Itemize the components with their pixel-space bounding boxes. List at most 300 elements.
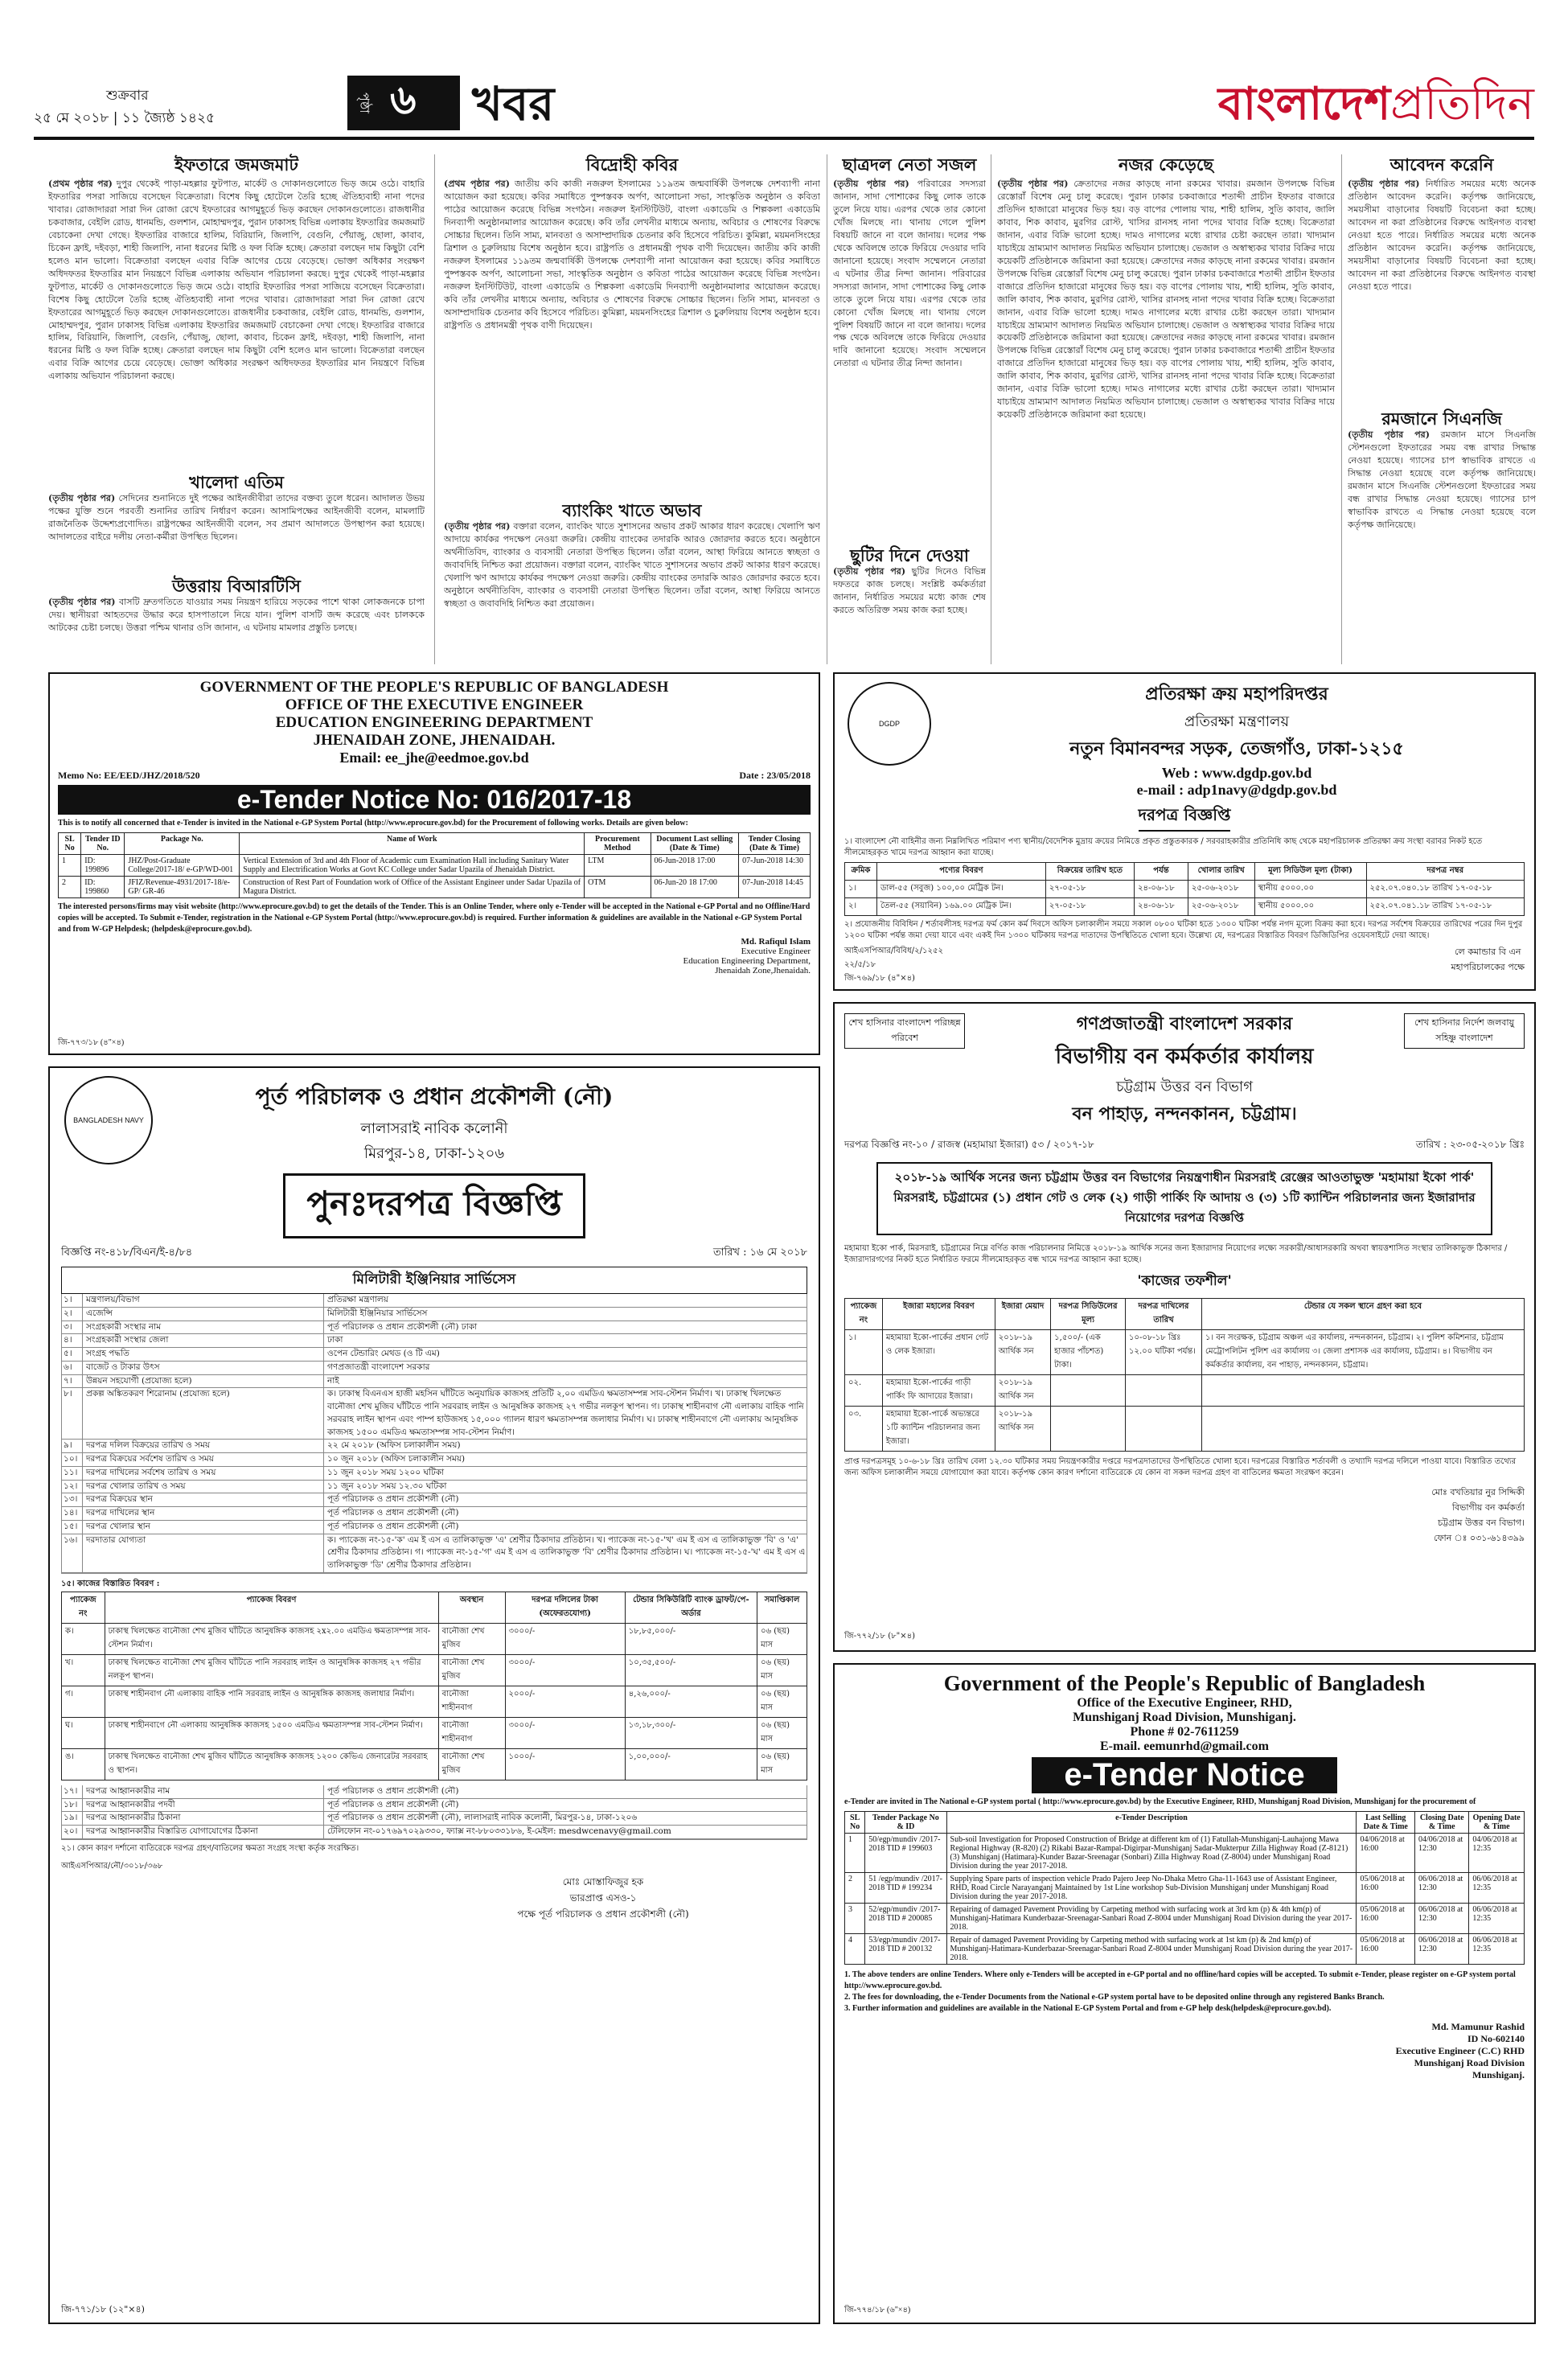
table-cell: JFIZ/Revenue-4931/2017-18/e-GP/ GR-46 [125, 877, 240, 898]
row-label: দরপত্র আহ্বানকারীর পদবী [83, 1799, 324, 1812]
column-header: Tender ID No. [81, 833, 125, 855]
ad-zone: JHENAIDAH ZONE, JHENAIDAH. [313, 732, 556, 749]
table-cell: তৈল-৫৫ (সয়াবিন) ১৬৯.০০ মেট্রিক টন। [877, 898, 1046, 916]
table-cell: ID: 199860 [81, 877, 125, 898]
row-value: পূর্ত পরিচালক ও প্রধান প্রকৌশলী (নৌ), লালাসরাই নাবিক কলোনী, মিরপুর-১৪, ঢাকা-১২০৬ [327, 1813, 638, 1823]
table-cell: ২৫-০৬-২০১৮ [1188, 881, 1254, 898]
table-cell: 06-Jun-20 18 17:00 [651, 877, 739, 898]
table-cell: Sub-soil Investigation for Proposed Construction of Bridge at different km of (1) Fatullah-Munshiganj-Lauhajong Mawa Regional Highway (R-820) (2) Rikabi Bazar-Rampal-Digirpar-Munshiganj Sadar-Mukterpur Zilla Highway Road (Z-8121) (3) Munshiganj (Hatimara)-Kunder Bazar-Sreenagar (Sonbari) Zilla Highway Road (Z-8004) under Munshiganj Road Division during the year 2017-2018. [946, 1834, 1357, 1873]
article-title: বিদ্রোহী কবির [585, 154, 679, 175]
brand-part1: বাংলাদেশ [1217, 77, 1391, 130]
table-cell: ঢাকাস্থ শাহীনবাগ নৌ এলাকায় বাহিক পানি সরবরাহ লাইন ও আনুষঙ্গিক কাজসহ জলাধার নির্মাণ। [105, 1686, 438, 1717]
table-cell: বানৌজা শাহীনবাগ [438, 1686, 505, 1717]
column-header: পণ্যের বিবরণ [877, 863, 1046, 881]
note-item: 3. Further information and guidelines are available in the National E-GP System Portal and from e-GP help desk(helpdesk@eprocure.gov.bd). [844, 2004, 1332, 2013]
table-cell: ঢাকাস্থ খিলক্ষেত বানৌজা শেখ মুজিব ঘাঁটিতে পানি সরবরাহ লাইন ও আনুষঙ্গিক কাজসহ ২৭ গভীর নলকূপ স্থাপন। [105, 1654, 438, 1686]
table-row [845, 1375, 1525, 1407]
table-cell: ১। [845, 1330, 883, 1375]
ad-ref: দরপত্র বিজ্ঞপ্তি নং-১০ / রাজস্ব (মহামায়া ইজারা) ৫৩ / ২০১৭-১৮ [844, 1139, 1094, 1150]
signer-name: লে কমান্ডার বি এন [1455, 947, 1521, 957]
table-cell: ক। [62, 1623, 105, 1654]
brand-part2: প্রতিদিন [1390, 78, 1534, 130]
table-cell: ২০১৮-১৯ আর্থিক সন [995, 1407, 1050, 1452]
table-cell: 07-Jun-2018 14:30 [739, 855, 811, 877]
row-label: দরপত্র বিক্রয়ের স্থান [83, 1493, 324, 1506]
table-cell: খ। [62, 1654, 105, 1686]
column-header: Document Last selling (Date & Time) [651, 833, 739, 855]
ad-intro: ১। বাংলাদেশ নৌ বাহিনীর জন্য নিম্নলিখিত পরিমাণ পণ্য স্থানীয়/বৈদেশিক মুদ্রায় ক্রয়ের নিমিত্তে প্রকৃত প্রস্তুতকারক / সরবরাহকারীর প্রতিনিধি কাছ থেকে মহাপরিচালক প্রতিরক্ষা ক্রয় সংস্থা বরাবর নিকট হতে সীলমোহরকৃত খামে দরপত্র আহ্বান করা যাচ্ছে। [844, 837, 1483, 857]
row-value: ২২ মে ২০১৮ (অফিস চলাকালীন সময়) [327, 1440, 461, 1451]
table-cell [1125, 1407, 1201, 1452]
table-cell: ০৬ (ছয়) মাস [757, 1623, 807, 1654]
issue-weekday: শুক্রবার [106, 88, 149, 104]
row-label: দরপত্র দাখিলের স্থান [83, 1507, 324, 1520]
article-title: ইফতারে জমজমাট [174, 154, 298, 175]
signer-title: ভারপ্রাপ্ত এসও-১ [569, 1891, 637, 1904]
ad-code: জি-৭৭৩/১৮ (৪"×৪) [58, 1038, 125, 1047]
tender-table [844, 862, 1525, 916]
info-row [62, 1493, 807, 1507]
table-cell: ঙ। [62, 1748, 105, 1780]
table-cell: 51 /egp/mundiv /2017-2018 TID # 199234 [865, 1873, 946, 1904]
article-text: ছুটির দিনেও বিভিন্ন দফতরে কাজ চলছে। সংশ্লিষ্ট কর্মকর্তারা জানান, নির্ধারিত সময়ের মধ্যে কাজ শেষ করতে অতিরিক্ত সময় কাজ করা হচ্ছে। [833, 566, 986, 615]
table-cell: বানৌজা শেখ মুজিব [438, 1654, 505, 1686]
table-cell: ঘ। [62, 1717, 105, 1748]
table-cell: Repairing of damaged Pavement Providing by Carpeting method with surfacing work at 3rd km (p) & 4th km(p) of Munshiganj-Hatimara Kunderbazar-Sreenagar-Sanbari Road Z-8004 under Munshiganj Road Division during the year 2017-2018. [946, 1904, 1357, 1934]
column-header: e-Tender Description [946, 1812, 1357, 1834]
table-cell: ৩০০০/- [505, 1623, 625, 1654]
column-header: প্যাকেজ নং [845, 1299, 883, 1330]
row-label: দরদাতার যোগ্যতা [83, 1534, 324, 1572]
signer-for: মহাপরিচালকের পক্ষে [1451, 962, 1525, 972]
info-row [62, 1321, 807, 1335]
column-header: প্যাকেজ বিবরণ [105, 1592, 438, 1623]
ad-banner: পুনঃদরপত্র বিজ্ঞপ্তি [283, 1173, 585, 1238]
ad-title: Government of the People's Republic of Bangladesh [943, 1671, 1426, 1695]
table-cell: 50/egp/mundiv /2017-2018 TID # 199603 [865, 1834, 946, 1873]
row-number: ১৪। [62, 1507, 83, 1520]
ad-code: জি-৭৭২/১৮ (৮"×৪) [844, 1632, 915, 1641]
ad-title1: গণপ্রজাতন্ত্রী বাংলাদেশ সরকার [1076, 1013, 1293, 1034]
page-badge [347, 76, 460, 130]
table-cell: মহামায়া ইকো-পার্কের প্রধান গেট ও লেক ইজারা। [882, 1330, 995, 1375]
row-label: সংগ্রহকারী সংস্থার জেলা [83, 1334, 324, 1347]
row-value: পূর্ত পরিচালক ও প্রধান প্রকৌশলী (নৌ) ঢাকা [327, 1321, 478, 1332]
table-cell: 06/06/2018 at 12:35 [1469, 1934, 1525, 1965]
article-lead: (তৃতীয় পৃষ্ঠার পর) [1348, 429, 1430, 441]
dgdp-emblem-icon: DGDP [848, 682, 931, 766]
info-row [62, 1521, 807, 1534]
table-cell: ০৬ (ছয়) মাস [757, 1717, 807, 1748]
column-rule [434, 154, 435, 664]
ad-banner: দরপত্র বিজ্ঞপ্তি [1139, 803, 1231, 832]
table-cell: বানৌজা শেখ মুজিব [438, 1748, 505, 1780]
ad-note: প্রাপ্ত দরপত্রসমূহ ১০-৬-১৮ খ্রিঃ তারিখ বেলা ১২.৩০ ঘটিকার সময় নিয়ন্ত্রণকারীর দপ্তরে দরপত্রদাতাদের উপস্থিতিতে খোলা হবে। দরপত্রের বিস্তারিত শর্তাবলী ও তথ্যাদি দরপত্র দলিলে পাওয়া যাবে। বিস্তারিত তথ্যের জন্য অফিস চলাকালীন সময়ে যোগাযোগ করা যাবে। কর্তৃপক্ষ কোন কারণ দর্শানো ব্যতিরেকে যে কোন বা সকল দরপত্র গ্রহণ বা বাতিলের ক্ষমতা সংরক্ষণ করেন। [844, 1457, 1517, 1477]
article-holiday [833, 545, 986, 658]
row-label: দরপত্র দাখিলের সর্বশেষ তারিখ ও সময় [83, 1467, 324, 1480]
article-text: নির্ধারিত সময়ের মধ্যে অনেক প্রতিষ্ঠান আবেদন করেনি। কর্তৃপক্ষ জানিয়েছে, সময়সীমা বাড়ানোর বিষয়টি বিবেচনা করা হচ্ছে। আবেদন না করা প্রতিষ্ঠানের বিরুদ্ধে আইনগত ব্যবস্থা নেওয়া হতে পারে। [1348, 179, 1536, 240]
info-row [62, 1812, 807, 1826]
table-cell: ২৫-০৬-২০১৮ [1188, 898, 1254, 916]
row-number: ৫। [62, 1348, 83, 1361]
signer-name: মোঃ বখতিয়ার নুর সিদ্দিকী [1431, 1487, 1525, 1497]
table-cell [1202, 1407, 1525, 1452]
ad-title2: প্রতিরক্ষা মন্ত্রণালয় [1184, 713, 1290, 730]
table-cell: ২০১৮-১৯ আর্থিক সন [995, 1330, 1050, 1375]
ad-gov: GOVERNMENT OF THE PEOPLE'S REPUBLIC OF BANGLADESH [199, 679, 669, 696]
info-row [62, 1388, 807, 1440]
ad-dept: EDUCATION ENGINEERING DEPARTMENT [275, 714, 593, 731]
right-badge: শেখ হাসিনার নির্দেশ জলবায়ু সহিষ্ণু বাংলাদেশ [1404, 1013, 1525, 1049]
signer-name: Md. Rafiqul Islam [741, 937, 811, 947]
table-cell [1202, 1375, 1525, 1407]
article-text: দুপুর থেকেই পাড়া-মহল্লার ফুটপাত, মার্কেট ও দোকানগুলোতে ভিড় জমে ওঠে। বাহারি ইফতারির পসরা সাজিয়ে বসেছেন বিক্রেতারা। বিশেষ কিছু হোটেলে তৈরি হচ্ছে ঐতিহ্যবাহী নানা পদের খাবার। রোজাদাররা সারা দিন রোজা রেখে ইফতারের আগমুহূর্তে ভিড় করছেন দোকানগুলোতে। রাজধানীর চকবাজার, বেইলি রোড, ধানমন্ডি, গুলশান, মোহাম্মদপুর, পুরান ঢাকাসহ বিভিন্ন এলাকায় ইফতারির জমজমাট বেচাকেনা দেখা গেছে। ইফতারির বাজারে হালিম, বিরিয়ানি, জিলাপি, বেগুনি, পেঁয়াজু, ছোলা, কাবাব, চিকেন ফ্রাই, দইবড়া, শাহী জিলাপি, নানা ধরনের মিষ্টি ও ফল বিক্রি হচ্ছে। ক্রেতারা বলছেন দাম কিছুটা বেশি হলেও মান ভালো। বিক্রেতারা বলছেন এবার বিক্রি আগের চেয়ে বেড়েছে। ভোক্তা অধিকার সংরক্ষণ অধিদফতর ইফতারির মান নিয়ন্ত্রণে বিভিন্ন এলাকায় অভিযান পরিচালনা করছে। [48, 179, 425, 279]
info-row [62, 1785, 807, 1799]
masthead [34, 72, 1534, 161]
ad-code: জি-৭৬৯/১৮ (৪"×৪) [844, 974, 915, 983]
article-body [444, 178, 820, 491]
info-row [62, 1375, 807, 1389]
table-header-row [62, 1592, 807, 1623]
ad-office: OFFICE OF THE EXECUTIVE ENGINEER [285, 696, 584, 713]
column-header: টেন্ডার সিকিউরিটি ব্যাংক ড্রাফট/পে-অর্ডার [625, 1592, 757, 1623]
article-ramzan [1348, 409, 1536, 663]
table-cell: 53/egp/mundiv /2017-2018 TID # 200132 [865, 1934, 946, 1965]
ad-sub1: লালাসরাই নাবিক কলোনী [360, 1120, 508, 1137]
row-label: দরপত্র দলিল বিক্রয়ের তারিখ ও সময় [83, 1440, 324, 1452]
article-lead: (তৃতীয় পৃষ্ঠার পর) [997, 179, 1069, 190]
table-cell: ২৫২.০৭.০৪১.১৮ তারিখ ১৭-০৫-১৮ [1366, 898, 1524, 916]
row-number: ৪। [62, 1334, 83, 1347]
article-abedon [1348, 154, 1536, 404]
signer-place: Munshiganj. [1472, 2069, 1525, 2080]
table-cell: 52/egp/mundiv /2017-2018 TID # 200085 [865, 1904, 946, 1934]
table-row [845, 1873, 1525, 1904]
info-row [62, 1308, 807, 1321]
info-row [62, 1294, 807, 1308]
column-header: Last Selling Date & Time [1357, 1812, 1415, 1834]
table-cell: বানৌজা শাহীনবাগ [438, 1717, 505, 1748]
row-label: দরপত্র খোলার স্থান [83, 1521, 324, 1534]
row-value: নাই [327, 1375, 339, 1386]
article-text: পরিবারের সদস্যরা জানান, সাদা পোশাকের কিছু লোক তাকে তুলে নিয়ে যায়। এরপর থেকে তার কোনো খোঁজ মিলছে না। থানায় গেলে পুলিশ বিষয়টি জানে না বলে জানায়। দলের পক্ষ থেকে অবিলম্বে তাকে ফিরিয়ে দেওয়ার দাবি জানানো হয়েছে। সংবাদ সম্মেলনে নেতারা এ ঘটনার তীব্র নিন্দা জানান। [833, 179, 986, 279]
row-number: ৩। [62, 1321, 83, 1334]
ad-email: e-mail : adp1navy@dgdp.gov.bd [1136, 782, 1337, 798]
article-text: সেদিনের শুনানিতে দুই পক্ষের আইনজীবীরা তাদের বক্তব্য তুলে ধরেন। আদালত উভয় পক্ষের যুক্তি শুনে পরবর্তী শুনানির তারিখ নির্ধারণ করেন। আসামিপক্ষের আইনজীবী বলেন, মামলাটি রাজনৈতিক উদ্দেশ্যপ্রণোদিত। রাষ্ট্রপক্ষের আইনজীবী বলেন, সব প্রমাণ আদালতে উপস্থাপন করা হয়েছে। আদালতের বাইরে দলীয় নেতা-কর্মীরা উপস্থিত ছিলেন। [48, 493, 425, 543]
row-value: ১১ জুন ২০১৮ সময় ১২০০ ঘটিকা [327, 1467, 445, 1477]
info-row [62, 1362, 807, 1375]
issue-date: ২৫ মে ২০১৮ | ১১ জ্যৈষ্ঠ ১৪২৫ [34, 110, 215, 126]
table-cell: ২৪-০৬-১৮ [1135, 881, 1188, 898]
row-label: মন্ত্রণালয়/বিভাগ [83, 1294, 324, 1307]
ad-banner: e-Tender Notice [1032, 1757, 1336, 1793]
table-cell: 07-Jun-2018 14:45 [739, 877, 811, 898]
row-value: পূর্ত পরিচালক ও প্রধান প্রকৌশলী (নৌ) [327, 1508, 459, 1518]
table-cell: ২০১৮-১৯ আর্থিক সন [995, 1375, 1050, 1407]
section-title: খবর [472, 76, 555, 131]
table-cell [1125, 1375, 1201, 1407]
ad-intro: This is to notify all concerned that e-Tender is invited in the National e-GP System Portal (http://www.eprocure.gov.bd) for the Procurement of following works. Details are given below: [58, 819, 688, 828]
ad-phone: Phone # 02-7611259 [1130, 1725, 1239, 1739]
column-header: SL No [59, 833, 81, 855]
ad-email: Email: ee_jhe@eedmoe.gov.bd [339, 750, 529, 766]
table-row [62, 1623, 807, 1654]
table-row [62, 1686, 807, 1717]
row-number: ১১। [62, 1467, 83, 1480]
table-cell: ১৮,৮৫,০০০/- [625, 1623, 757, 1654]
table-cell: ২৭-০৫-১৮ [1045, 881, 1134, 898]
row-number: ১। [62, 1294, 83, 1307]
signer-title: Executive Engineer (C.C) RHD [1395, 2045, 1525, 2056]
table-cell: ঢাকাস্থ শাহীনবাগে নৌ এলাকায় আনুষঙ্গিক কাজসহ ১৫০০ এমডিএ ক্ষমতাসম্পন্ন সাব-স্টেশন নির্মাণ। [105, 1717, 438, 1748]
table-cell: ১,০০,০০০/- [625, 1748, 757, 1780]
table-cell: OTM [585, 877, 651, 898]
row-label: দরপত্র বিক্রয়ের সর্বশেষ তারিখ ও সময় [83, 1453, 324, 1466]
row-value: মিলিটারী ইঞ্জিনিয়ার সার্ভিসেস [327, 1308, 428, 1318]
article-chhatradal [833, 154, 986, 540]
ad-intro: মহামায়া ইকো পার্ক, মিরসরাই, চট্টগ্রামের নিম্নে বর্ণিত কাজ পরিচালনার নিমিত্তে ২০১৮-১৯ আর্থিক সনের জন্য ইজারাদার নিয়োগের লক্ষ্যে সরকারী/আধাসরকারি অথবা স্বায়ত্তশাসিত সংস্থার তালিকাভুক্ত ঠিকাদার / ইজারাদারগণের নিকট হতে নির্ধারিত ফরমে সীলমোহরকৃত বন্ধ খামে দরপত্র আহ্বান করা হচ্ছে। [844, 1244, 1508, 1264]
ad-date: তারিখ : ২৩-০৫-২০১৮ খ্রিঃ [1415, 1139, 1525, 1150]
article-title: ছাত্রদল নেতা সজল [842, 154, 977, 175]
table-cell: ১। [845, 881, 877, 898]
ad-date: তারিখ : ১৬ মে ২০১৮ [713, 1247, 807, 1259]
info-row [62, 1507, 807, 1521]
row-number: ১৯। [62, 1812, 83, 1825]
table-row [845, 1904, 1525, 1934]
row-label: সংগ্রহকারী সংস্থার নাম [83, 1321, 324, 1334]
table-cell: 05/06/2018 at 16:00 [1357, 1904, 1415, 1934]
article-text-cont: জাতীয় কবি কাজী নজরুল ইসলামের ১১৯তম জন্মবার্ষিকী উপলক্ষে দেশব্যাপী নানা আয়োজন করা হয়েছে। কবির সমাধিতে পুষ্পস্তবক অর্পণ, আলোচনা সভা, সাংস্কৃতিক অনুষ্ঠান ও কবিতা পাঠের আয়োজন করেছে বিভিন্ন সংগঠন। নজরুল ইনস্টিটিউট, বাংলা একাডেমি ও শিল্পকলা একাডেমি দিনব্যাপী অনুষ্ঠানমালার আয়োজন করেছে। কবি তাঁর লেখনীর মাধ্যমে অন্যায়, অবিচার ও শোষণের বিরুদ্ধে সোচ্চার ছিলেন। তিনি সাম্য, মানবতা ও অসাম্প্রদায়িক চেতনার কবি হিসেবে পরিচিত। কুমিল্লা, ময়মনসিংহের ত্রিশাল ও চুরুলিয়ায় বিশেষ অনুষ্ঠান হবে। রাষ্ট্রপতি ও প্রধানমন্ত্রী পৃথক বাণী দিয়েছেন। [444, 242, 820, 331]
ad-ref: আইএসপিআর/বিবিধ/২/১২৫২ [844, 947, 943, 955]
article-title: নজর কেড়েছে [1119, 154, 1213, 175]
tender-table [58, 832, 811, 898]
ad-section: মিলিটারী ইঞ্জিনিয়ার সার্ভিসেস [61, 1267, 807, 1294]
row-number: ৭। [62, 1375, 83, 1388]
article-lead: (তৃতীয় পৃষ্ঠার পর) [833, 566, 906, 577]
ad-sub2: মিরপুর-১৪, ঢাকা-১২০৬ [363, 1145, 505, 1162]
info-row [62, 1440, 807, 1453]
table-cell: Construction of Rest Part of Foundation work of Office of the Assistant Engineer under Sadar Upazila of Magura District. [240, 877, 585, 898]
brand-logo [1218, 72, 1534, 136]
signer-div: Munshiganj Road Division [1414, 2057, 1525, 2068]
row-number: ১৭। [62, 1785, 83, 1798]
table-cell [1051, 1375, 1126, 1407]
article-bidrohi [444, 154, 820, 492]
article-lead: (তৃতীয় পৃষ্ঠার পর) [48, 597, 116, 608]
table-cell: 3 [845, 1904, 865, 1934]
article-body [1348, 429, 1536, 659]
article-rtc [48, 576, 425, 664]
info-row [62, 1348, 807, 1362]
info-row [62, 1799, 807, 1813]
row-number: ১৩। [62, 1493, 83, 1506]
table-cell: 04/06/2018 at 12:35 [1469, 1834, 1525, 1873]
ad-note: ২১। কোন কারণ দর্শানো ব্যতিরেকে দরপত্র গ্রহণ/বাতিলের ক্ষমতা সংগ্রহ সংস্থা কর্তৃক সংরক্ষিত। [61, 1843, 359, 1853]
column-header: Package No. [125, 833, 240, 855]
ad-footer-note: The interested persons/firms may visit website (http://www.eprocure.gov.bd) to get the details of the Tender. This is an Online Tender, where only e-Tender will be accepted in the National e-GP Portal and no Offline/Hard copies will be accepted. To Submit e-Tender, registration in the National e-GP System Portal (http://www.eprocure.gov.bd) is required. Further information & guidelines are available in the National e-GP System Portal and from W-GP Helpdesk; (helpdesk@eprocure.gov.bd). [58, 902, 811, 934]
table-row [845, 881, 1525, 898]
table-cell: LTM [585, 855, 651, 877]
table-cell: ঢাকাস্থ খিলক্ষেত বানৌজা শেখ মুজিব ঘাঁটিতে আনুষঙ্গিক কাজসহ ২x২.০০ এমডিএ ক্ষমতাসম্পন্ন সাব-স্টেশন নির্মাণ। [105, 1623, 438, 1654]
tender-table [844, 1811, 1525, 1965]
article-text-cont: ক্রেতাদের নজর কাড়ছে নানা রকমের খাবার। রমজান উপলক্ষে বিভিন্ন রেস্তোরাঁ বিশেষ মেনু চালু করেছে। পুরান ঢাকার চকবাজারে শতাব্দী প্রাচীন ইফতার বাজারে প্রতিদিন হাজারো মানুষের ভিড় হয়। বড় বাপের পোলায় খায়, শাহী হালিম, সুতি কাবাব, জালি কাবাব, শিক কাবাব, মুরগির রোস্ট, খাসির রানসহ নানা পদের খাবার বিক্রি হচ্ছে। বিক্রেতারা জানান, এবার বিক্রি ভালো হচ্ছে। দামও নাগালের মধ্যে রাখার চেষ্টা করছেন তারা। খাদ্যমান যাচাইয়ে ভ্রাম্যমাণ আদালত নিয়মিত অভিযান চালাচ্ছে। ভেজাল ও অস্বাস্থ্যকর খাবার বিক্রির দায়ে কয়েকটি প্রতিষ্ঠানকে জরিমানা করা হয়েছে। [997, 255, 1335, 343]
table-header-row [845, 1812, 1525, 1834]
ad-dgdp-tender [833, 672, 1536, 991]
ad-ref-bottom: আইএসপিআর/নৌ/৩০১৮/৩৬৮ [61, 1861, 163, 1871]
signer-title: Executive Engineer [741, 947, 811, 956]
table-cell: গ। [62, 1686, 105, 1717]
article-text-cont: ক্রেতাদের নজর কাড়ছে নানা রকমের খাবার। রমজান উপলক্ষে বিভিন্ন রেস্তোরাঁ বিশেষ মেনু চালু করেছে। পুরান ঢাকার চকবাজারে শতাব্দী প্রাচীন ইফতার বাজারে প্রতিদিন হাজারো মানুষের ভিড় হয়। বড় বাপের পোলায় খায়, শাহী হালিম, সুতি কাবাব, জালি কাবাব, শিক কাবাব, মুরগির রোস্ট, খাসির রানসহ নানা পদের খাবার বিক্রি হচ্ছে। বিক্রেতারা জানান, এবার বিক্রি ভালো হচ্ছে। দামও নাগালের মধ্যে রাখার চেষ্টা করছেন তারা। খাদ্যমান যাচাইয়ে ভ্রাম্যমাণ আদালত নিয়মিত অভিযান চালাচ্ছে। ভেজাল ও অস্বাস্থ্যকর খাবার বিক্রির দায়ে কয়েকটি প্রতিষ্ঠানকে জরিমানা করা হয়েছে। [997, 332, 1335, 421]
row-label: সংগ্রহ পদ্ধতি [83, 1348, 324, 1361]
table-cell: মহামায়া ইকো-পার্কের গাড়ী পার্কিং ফি আদায়ের ইজারা। [882, 1375, 995, 1407]
ad-date: Date : 23/05/2018 [739, 770, 811, 781]
article-text: বাসটি দ্রুতগতিতে যাওয়ার সময় নিয়ন্ত্রণ হারিয়ে সড়কের পাশে থাকা লোকজনকে চাপা দেয়। স্থানীয়রা আহতদের উদ্ধার করে হাসপাতালে নিয়ে যান। পুলিশ বাসটি জব্দ করেছে এবং চালককে আটকের চেষ্টা চলছে। উত্তরা পশ্চিম থানার ওসি জানান, এ ঘটনায় মামলার প্রস্তুতি চলছে। [48, 597, 425, 634]
table-cell: ১০০০/- [505, 1748, 625, 1780]
article-body [444, 520, 820, 657]
article-title: খালেদা এতিম [189, 472, 284, 493]
table-cell: বানৌজা শেখ মুজিব [438, 1623, 505, 1654]
info-row [62, 1334, 807, 1348]
note-item: 2. The fees for downloading, the e-Tender Documents from the National e-GP system portal have to be deposited online through any registered Banks Branch. [844, 1993, 1385, 2002]
row-value: গণপ্রজাতন্ত্রী বাংলাদেশ সরকার [327, 1362, 430, 1372]
table-cell: ১০-০৮-১৮ খ্রিঃ ১২.০০ ঘটিকা পর্যন্ত। [1125, 1330, 1201, 1375]
column-header: খোলার তারিখ [1188, 863, 1254, 881]
table-cell: ০৬ (ছয়) মাস [757, 1686, 807, 1717]
info-table [61, 1294, 807, 1574]
table-cell: ১। বন সংরক্ষক, চট্টগ্রাম অঞ্চল এর কার্যালয়, নন্দনকানন, চট্টগ্রাম। ২। পুলিশ কমিশনার, চট্টগ্রাম মেট্রোপলিটন পুলিশ এর কার্যালয় ৩। জেলা প্রশাসক এর কার্যালয়, চট্টগ্রাম। ৪। বিভাগীয় বন কর্মকর্তার কার্যালয়, বন পাহাড়, নন্দনকানন, চট্টগ্রাম। [1202, 1330, 1525, 1375]
signer-place: Jhenaidah Zone,Jhenaidah. [715, 966, 811, 975]
article-lead: (তৃতীয় পৃষ্ঠার পর) [1348, 179, 1420, 190]
table-row [62, 1654, 807, 1686]
signer-name: মোঃ মোস্তাফিজুর হক [562, 1875, 644, 1887]
article-text-cont: পরিবারের সদস্যরা জানান, সাদা পোশাকের কিছু লোক তাকে তুলে নিয়ে যায়। এরপর থেকে তার কোনো খোঁজ মিলছে না। থানায় গেলে পুলিশ বিষয়টি জানে না বলে জানায়। দলের পক্ষ থেকে অবিলম্বে তাকে ফিরিয়ে দেওয়ার দাবি জানানো হয়েছে। সংবাদ সম্মেলনে নেতারা এ ঘটনার তীব্র নিন্দা জানান। [833, 268, 986, 369]
row-number: ১৮। [62, 1799, 83, 1812]
note-item: 1. The above tenders are online Tenders. Where only e-Tenders will be accepted in e-GP portal and no offline/hard copies will be accepted. To submit e-Tender, please register on e-GP system portal http://www.eprocure.gov.bd. [844, 1970, 1516, 1990]
column-header: SL No [845, 1812, 865, 1834]
table-cell: Supplying Spare parts of inspection vehicle Prado Pajero Jeep No-Dhaka Metro Gha-11-1643 use of Assistant Engineer, RHD, Road Circle Narayanganj Maintained by 1st Line workshop Sub-Division Munshiganj under Munshiganj Road Division during the year 2017-2018. [946, 1873, 1357, 1904]
table-cell: 2 [845, 1873, 865, 1904]
row-value: প্রতিরক্ষা মন্ত্রণালয় [327, 1295, 388, 1304]
row-value: ক। ঢাকাস্থ বিএনএস হাজী মহসিন ঘাঁটিতে অনুযায়িক কাজসহ প্রতিটি ২,০০ এমডিএ ক্ষমতাসম্পন্ন সাব-স্টেশন নির্মাণ। খ। ঢাকাস্থ খিলক্ষেত বানৌজা শেখ মুজিব ঘাঁটিতে পানি সরবরাহ লাইন ও আনুষঙ্গিক কাজসহ ২৭ গভীর নলকূপ স্থাপন। গ। ঢাকাস্থ শাহীনবাগ নৌ এলাকায় বাহিক পানি সরবরাহ লাইন স্থাপন এবং পাম্প হাউজসহ ১৫,০০০ গ্যালন ধারণ ক্ষমতাসম্পন্ন জলাধার নির্মাণ। ঘ। ঢাকাস্থ শাহীনবাগে নৌ এলাকায় আনুষঙ্গিক কাজসহ ১৫০০ এমডিএ ক্ষমতাসম্পন্ন সাব-স্টেশন নির্মাণ। [327, 1389, 804, 1437]
table-cell: 06/06/2018 at 12:30 [1415, 1934, 1469, 1965]
row-number: ২০। [62, 1826, 83, 1838]
article-lead: (প্রথম পৃষ্ঠার পর) [48, 179, 113, 190]
article-text: বক্তারা বলেন, ব্যাংকিং খাতে সুশাসনের অভাব প্রকট আকার ধারণ করেছে। খেলাপি ঋণ আদায়ে কার্যকর পদক্ষেপ নেওয়া জরুরি। কেন্দ্রীয় ব্যাংকের তদারকি আরও জোরদার করতে হবে। অনুষ্ঠানে অর্থনীতিবিদ, ব্যাংকার ও ব্যবসায়ী নেতারা উপস্থিত ছিলেন। তাঁরা বলেন, আস্থা ফিরিয়ে আনতে স্বচ্ছতা ও জবাবদিহি নিশ্চিত করা প্রয়োজন। [444, 521, 820, 570]
signer-phone: ফোন ঃ ০৩১-৬১৪৩৯৯ [1434, 1533, 1525, 1543]
table-row [845, 898, 1525, 916]
navy-emblem: BANGLADESH NAVY [64, 1076, 153, 1164]
table-cell: 06/06/2018 at 12:35 [1469, 1873, 1525, 1904]
table-cell: 05/06/2018 at 16:00 [1357, 1934, 1415, 1965]
package-table [61, 1592, 807, 1780]
column-header: টেন্ডার যে সকল স্থানে গ্রহণ করা হবে [1202, 1299, 1525, 1330]
article-najar [997, 154, 1335, 663]
signer-for: পক্ষে পূর্ত পরিচালক ও প্রধান প্রকৌশলী (নৌ) [517, 1908, 689, 1920]
signer-dept: Education Engineering Department, [683, 956, 811, 966]
info-row [62, 1534, 807, 1573]
ad-rhd-etender [833, 1663, 1536, 2324]
column-header: Closing Date & Time [1415, 1812, 1469, 1834]
table-cell [1051, 1407, 1126, 1452]
row-value: পূর্ত পরিচালক ও প্রধান প্রকৌশলী (নৌ) [327, 1799, 459, 1809]
table-header-row [59, 833, 811, 855]
ad-web: Web : www.dgdp.gov.bd [1161, 765, 1312, 781]
info-row [62, 1453, 807, 1467]
article-body [833, 178, 986, 532]
row-number: ২। [62, 1308, 83, 1320]
article-text-cont: নির্ধারিত সময়ের মধ্যে অনেক প্রতিষ্ঠান আবেদন করেনি। কর্তৃপক্ষ জানিয়েছে, সময়সীমা বাড়ানোর বিষয়টি বিবেচনা করা হচ্ছে। আবেদন না করা প্রতিষ্ঠানের বিরুদ্ধে আইনগত ব্যবস্থা নেওয়া হতে পারে। [1348, 229, 1536, 292]
left-badge: শেখ হাসিনার বাংলাদেশ পরিচ্ছন্ন পরিবেশ [844, 1013, 965, 1049]
ad-title3: চট্টগ্রাম উত্তর বন বিভাগ [1115, 1078, 1254, 1095]
column-header: বিক্রয়ের তারিখ হতে [1045, 863, 1134, 881]
article-title: ছুটির দিনে দেওয়া [850, 545, 969, 565]
table-cell: ১,৫০০/- (এক হাজার পাঁচশত) টাকা। [1051, 1330, 1126, 1375]
info-row [62, 1467, 807, 1481]
row-label: উন্নয়ন সহযোগী (প্রযোজ্য হলে) [83, 1375, 324, 1388]
table-cell: ২৭-০৫-১৮ [1045, 898, 1134, 916]
row-value: পূর্ত পরিচালক ও প্রধান প্রকৌশলী (নৌ) [327, 1785, 459, 1796]
table-header-row [845, 1299, 1525, 1330]
article-lead: (তৃতীয় পৃষ্ঠার পর) [48, 493, 116, 504]
table-cell: 06/06/2018 at 12:30 [1415, 1904, 1469, 1934]
article-iftar [48, 154, 425, 573]
table-row [845, 1330, 1525, 1375]
column-header: দরপত্র দাখিলের তারিখ [1125, 1299, 1201, 1330]
column-header: ক্রমিক [845, 863, 877, 881]
column-header: Procurement Method [585, 833, 651, 855]
article-lead: (তৃতীয় পৃষ্ঠার পর) [833, 179, 909, 190]
table-cell: 4 [845, 1934, 865, 1965]
row-number: ৮। [62, 1388, 83, 1439]
table-cell: মহামায়া ইকো-পার্কে অভ্যন্তরে ১টি ক্যান্টিন পরিচালনার জন্য ইজারা। [882, 1407, 995, 1452]
table-cell: ১০,৩৫,৫০০/- [625, 1654, 757, 1686]
table-cell: 2 [59, 877, 81, 898]
table-cell: 04/06/2018 at 12:30 [1415, 1834, 1469, 1873]
column-header: অবস্থান [438, 1592, 505, 1623]
article-title: ব্যাংকিং খাতে অভাব [562, 500, 702, 520]
row-value: ওপেন টেন্ডারিং মেথড (ও টি এম) [327, 1349, 440, 1358]
masthead-rule [34, 137, 1534, 140]
row-value: টেলিফোন নং-০১৭৬৯৭০২৯৩৩০, ফ্যাক্স নং-৮৮০৩৩১৮৬, ই-মেইল: mesdwcenavy@gmail.com [327, 1826, 671, 1836]
ad-code: জি-৭৭৪/১৮ (৬"×৪) [844, 2306, 911, 2314]
row-label: এজেন্সি [83, 1308, 324, 1320]
column-header: পর্যন্ত [1135, 863, 1188, 881]
ad-title: পূর্ত পরিচালক ও প্রধান প্রকৌশলী (নৌ) [255, 1083, 614, 1110]
article-body [48, 178, 425, 467]
table-cell: ০৬ (ছয়) মাস [757, 1748, 807, 1780]
column-header: Opening Date & Time [1469, 1812, 1525, 1834]
table-row [845, 1407, 1525, 1452]
table-cell: 06-Jun-2018 17:00 [651, 855, 739, 877]
table-cell: 06/06/2018 at 12:30 [1415, 1873, 1469, 1904]
article-title: রমজানে সিএনজি [1381, 409, 1502, 429]
table-cell: JHZ/Post-Graduate College/2017-18/ e-GP/WD-001 [125, 855, 240, 877]
table-cell: 04/06/2018 at 16:00 [1357, 1834, 1415, 1873]
row-value: পূর্ত পরিচালক ও প্রধান প্রকৌশলী (নৌ) [327, 1521, 459, 1531]
table-cell: ২। [845, 898, 877, 916]
table-row [59, 855, 811, 877]
row-label: দরপত্র আহ্বানকারীর বিস্তারিত যোগাযোগের ঠিকানা [83, 1826, 324, 1838]
row-number: ১২। [62, 1481, 83, 1493]
ad-navy-retender: BANGLADESH NAVY পূর্ত পরিচালক ও প্রধান প্রকৌশলী (নৌ) লালাসরাই নাবিক কলোনী মিরপুর-১৪, ঢাকা-১২০৬ পুনঃদরপত্র বিজ্ঞপ্তি বিজ্ঞপ্তি নং-৪১৮/বিএন/ই-৪/৮৪ তারিখ : ১৬ মে ২০১৮ মিলিটারী ইঞ্জিনিয়ার সার্ভিসেস ১। মন্ত্রণালয়/বিভাগ প্রতিরক্ষা মন্ত্রণালয় ২। এজেন্সি মিলিটারী ইঞ্জিনিয়ার সার্ভিসেস ৩। সংগ্রহকারী সংস্থার নাম পূর্ত পরিচালক ও প্রধান প্রকৌশলী (নৌ) ঢাকা ৪। সংগ্রহকারী সংস্থার জেলা ঢাকা ৫। সংগ্রহ পদ্ধতি ওপেন টেন্ডারিং মেথড (ও টি এম) ৬। বাজেট ও টাকার উৎস গণপ্রজাতন্ত্রী বাংলাদেশ সরকার ৭। উন্নয়ন সহযোগী (প্রযোজ্য হলে) নাই ৮। প্রকল্প অঙ্কিতকরণ শিরোনাম (প্রযোজ্য হলে) ক। ঢাকাস্থ বিএনএস হাজী মহসিন ঘাঁটিতে অনুযায়িক কাজসহ প্রতিটি ২,০০ এমডিএ ক্ষমতাসম্পন্ন সাব-স্টেশন নির্মাণ। খ। ঢাকাস্থ খিলক্ষেত বানৌজা শেখ মুজিব ঘাঁটিতে পানি সরবরাহ লাইন ও আনুষঙ্গিক কাজসহ ২৭ গভীর নলকূপ স্থাপন। গ। ঢাকাস্থ শাহীনবাগ নৌ এলাকায় বাহিক পানি সরবরাহ লাইন স্থাপন এবং পাম্প হাউজসহ ১৫,০০০ গ্যালন ধারণ ক্ষমতাসম্পন্ন জলাধার নির্মাণ। ঘ। ঢাকাস্থ শাহীনবাগে নৌ এলাকায় আনুষঙ্গিক কাজসহ ১৫০০ এমডিএ ক্ষমতাসম্পন্ন সাব-স্টেশন নির্মাণ। ৯। দরপত্র দলিল বিক্রয়ের তারিখ ও সময় ২২ মে ২০১৮ (অফিস চলাকালীন সময়) ১০। দরপত্র বিক্রয়ের সর্বশেষ তারিখ ও সময় ১০ জুন ২০১৮ (অফিস চলাকালীন সময়) ১১। দরপত্র দাখিলের সর্বশেষ তারিখ ও সময় ১১ জুন ২০১৮ সময় ১২০০ ঘটিকা ১২। দরপত্র খোলার তারিখ ও সময় ১১ জুন ২০১৮ সময় ১২.৩০ ঘটিকা ১৩। দরপত্র বিক্রয়ের স্থান পূর্ত পরিচালক ও প্রধান প্রকৌশলী (নৌ) ১৪। দরপত্র দাখিলের স্থান পূর্ত পরিচালক ও প্রধান প্রকৌশলী (নৌ) ১৫। দরপত্র খোলার স্থান পূর্ত পরিচালক ও প্রধান প্রকৌশলী (নৌ) ১৬। দরদাতার যোগ্যতা ক। প্যাকেজ নং-১৫-'ক' এম ই এস এ তালিকাভুক্ত 'এ' শ্রেণীর ঠিকাদার প্রতিষ্ঠান। খ। প্যাকেজ নং-১৫-'খ' এম ই এস এ তালিকাভুক্ত 'বি' ও 'এ' শ্রেণীর ঠিকাদার প্রতিষ্ঠান। গ। প্যাকেজ নং-১৫-'গ' এম ই এস এ তালিকাভুক্ত 'বি' শ্রেণীর ঠিকাদার প্রতিষ্ঠান। ঘ। প্যাকেজ নং-১৫-'ঘ' এম ই এস এ তালিকাভুক্ত 'ডি' শ্রেণীর ঠিকাদার প্রতিষ্ঠান। ১৫। কাজের বিস্তারিত বিবরণ : প্যাকেজ নং প্যাকেজ বিবরণ অবস্থান দরপত্র দলিলের টাকা (অফেরতযোগ্য) টেন্ডার সিকিউরিটি ব্যাংক ড্রাফট/পে-অর্ডার সমাপ্তিকাল ক। ঢাকাস্থ খিলক্ষেত বানৌজা শেখ মুজিব ঘাঁটিতে আনুষঙ্গিক কাজসহ ২x২.০০ এমডিএ ক্ষমতাসম্পন্ন সাব-স্টেশন নির্মাণ। বানৌজা শেখ মুজিব ৩০০০/- ১৮,৮৫,০০০/- ০৬ (ছয়) মাস খ। ঢাকাস্থ খিলক্ষেত বানৌজা শেখ মুজিব ঘাঁটিতে পানি সরবরাহ লাইন ও আনুষঙ্গিক কাজসহ ২৭ গভীর নলকূপ স্থাপন। বানৌজা শেখ মুজিব ৩০০০/- ১০,৩৫,৫০০/- ০৬ (ছয়) মাস গ। ঢাকাস্থ শাহীনবাগ নৌ এলাকায় বাহিক পানি সরবরাহ লাইন ও আনুষঙ্গিক কাজসহ জলাধার নির্মাণ। বানৌজা শাহীনবাগ ২০০০/- ৪,২৬,০০০/- ০৬ (ছয়) মাস ঘ। ঢাকাস্থ শাহীনবাগে নৌ এলাকায় আনুষঙ্গিক কাজসহ ১৫০০ এমডিএ ক্ষমতাসম্পন্ন সাব-স্টেশন নির্মাণ। বানৌজা শাহীনবাগ ৩০০০/- ১৩,১৮,৩০০/- ০৬ (ছয়) মাস ঙ। ঢাকাস্থ খিলক্ষেত বানৌজা শেখ মুজিব ঘাঁটিতে আনুষঙ্গিক কাজসহ ১২০০ কেভিএ জেনারেটর সরবরাহ ও স্থাপন। বানৌজা শেখ মুজিব ১০০০/- ১,০০,০০০/- ০৬ (ছয়) মাস ১৭। দরপত্র আহ্বানকারীর নাম পূর্ত পরিচালক ও প্রধান প্রকৌশলী (নৌ) ১৮। দরপত্র আহ্বানকারীর পদবী পূর্ত পরিচালক ও প্রধান প্রকৌশলী (নৌ) ১৯। দরপত্র আহ্বানকারীর ঠিকানা পূর্ত পরিচালক ও প্রধান প্রকৌশলী (নৌ), লালাসরাই নাবিক কলোনী, মিরপুর-১৪, ঢাকা-১২০৬ ২০। দরপত্র আহ্বানকারীর বিস্তারিত যোগাযোগের ঠিকানা টেলিফোন নং-০১৭৬৯৭০২৯৩৩০, ফ্যাক্স নং-৮৮০৩৩১৮৬, ই-মেইল: mesdwcenavy@gmail.com ২১। কোন কারণ দর্শানো ব্যতিরেকে দরপত্র গ্রহণ/বাতিলের ক্ষমতা সংগ্রহ সংস্থা কর্তৃক সংরক্ষিত। আইএসপিআর/নৌ/৩০১৮/৩৬৮ মোঃ মোস্তাফিজুর হক ভারপ্রাপ্ত এসও-১ পক্ষে পূর্ত পরিচালক ও প্রধান প্রকৌশলী (নৌ) জি-৭৭১/১৮ (১২"×৪) [48, 1066, 820, 2324]
ad-memo: Memo No: EE/EED/JHZ/2018/520 [58, 770, 200, 781]
row-label: দরপত্র আহ্বানকারীর নাম [83, 1785, 324, 1798]
table-cell: ১৩,১৮,৩০০/- [625, 1717, 757, 1748]
table-cell: 06/06/2018 at 12:35 [1469, 1904, 1525, 1934]
ad-ref: বিজ্ঞপ্তি নং-৪১৮/বিএন/ই-৪/৮৪ [61, 1247, 193, 1259]
row-number: ১০। [62, 1453, 83, 1466]
article-banking [444, 500, 820, 661]
